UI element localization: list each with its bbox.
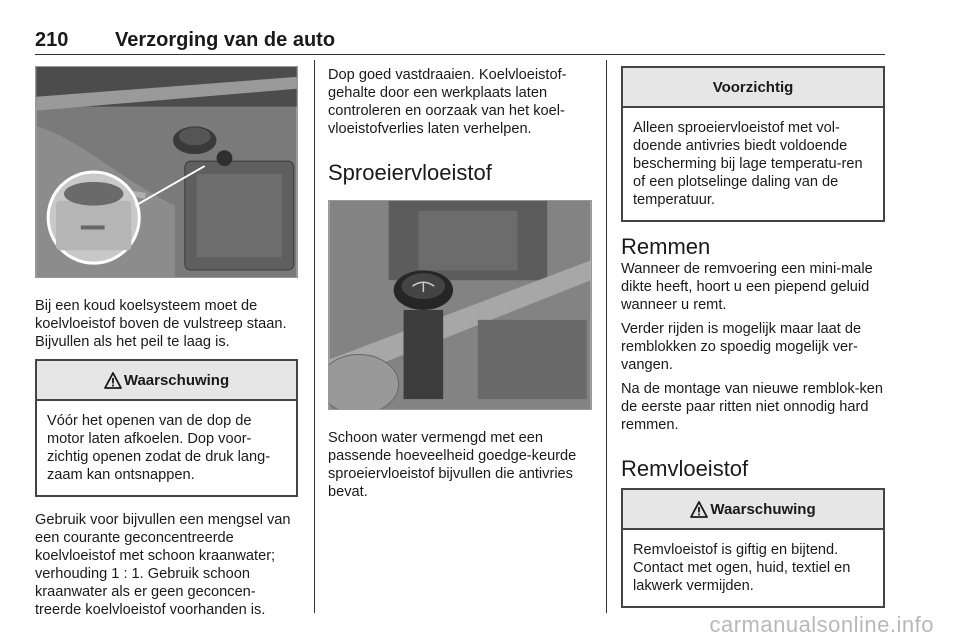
caution-text: Alleen sproeiervloeistof met vol-doende antivries biedt voldoende bescherming bij lage temperatu-ren of een plotselinge daling van de temperatuur. — [633, 120, 863, 208]
washer-fluid-text: Schoon water vermengd met een passende hoeveelheid goedge-keurde sproeiervloeistof bijvullen die antivries bevat. — [328, 430, 577, 500]
caution-box — [621, 66, 885, 222]
cap-tighten-text: Dop goed vastdraaien. Koelvloeistof-gehalte door een werkplaats laten controleren en oorzaak van het koel-vloeistofverlies laten verhelpen. — [328, 67, 567, 137]
section-heading-washer-fluid: Sproeiervloeistof — [328, 160, 492, 185]
warning-header — [37, 361, 296, 401]
page-number: 210 — [35, 29, 69, 51]
washer-fluid-reservoir-photo — [328, 200, 592, 410]
column-divider — [606, 60, 607, 613]
warning-text: Remvloeistof is giftig en bijtend. Contact met ogen, huid, textiel en lakwerk vermijden. — [633, 542, 851, 594]
warning-header — [623, 490, 883, 530]
coolant-warning-box — [35, 359, 298, 497]
coolant-mixture-text: Gebruik voor bijvullen een mengsel van een courante geconcentreerde koelvloeistof met schoon kraanwater; verhouding 1 : 1. Gebruik schoon kraanwater als er geen geconcen-treerde koelvloeistof voorhanden is. — [35, 512, 291, 618]
warning-title: Waarschuwing — [710, 500, 816, 518]
column-divider — [314, 60, 315, 613]
warning-text: Vóór het openen van de dop de motor laten afkoelen. Dop voor-zichtig openen zodat de druk lang-zaam kan ontsnappen. — [47, 413, 271, 483]
brakes-replace-text: Verder rijden is mogelijk maar laat de remblokken zo spoedig mogelijk ver-vangen. — [621, 321, 862, 373]
warning-triangle-icon — [104, 372, 122, 389]
brakes-wear-text: Wanneer de remvoering een mini-male dikte heeft, hoort u een piepend geluid wanneer u remt. — [621, 261, 873, 313]
column-right — [621, 66, 885, 608]
section-heading-brakes: Remmen — [621, 234, 711, 259]
warning-triangle-icon — [690, 501, 708, 518]
caution-title: Voorzichtig — [712, 78, 794, 96]
column-left — [35, 66, 298, 619]
coolant-level-text: Bij een koud koelsysteem moet de koelvloeistof boven de vulstreep staan. Bijvullen als het peil te laag is. — [35, 298, 287, 350]
column-middle — [328, 66, 592, 501]
brakes-new-pads-text: Na de montage van nieuwe remblok-ken de eerste paar ritten niet onnodig hard remmen. — [621, 381, 884, 433]
caution-header — [623, 68, 883, 108]
warning-title: Waarschuwing — [123, 371, 230, 389]
engine-coolant-reservoir-photo — [35, 66, 298, 278]
brake-fluid-warning-box — [621, 488, 885, 608]
page-header — [35, 28, 885, 55]
watermark: carmanualsonline.info — [709, 612, 934, 637]
chapter-title: Verzorging van de auto — [115, 29, 336, 51]
section-heading-brake-fluid: Remvloeistof — [621, 456, 749, 481]
